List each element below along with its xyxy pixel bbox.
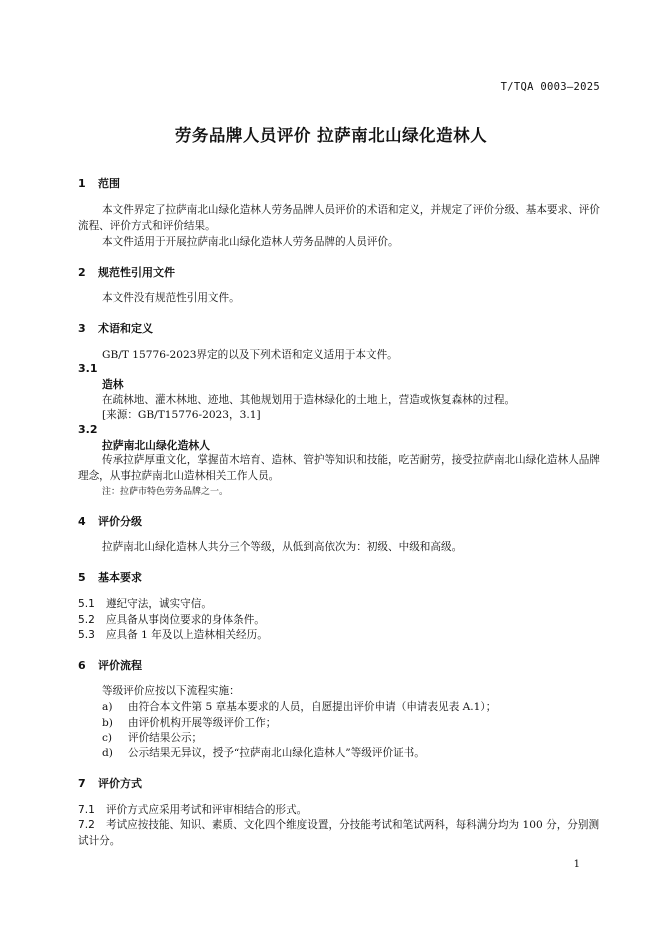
section-title: 评价流程 [98,659,142,672]
requirement-item [78,612,265,628]
term-3-2-definition: 传承拉萨厚重文化，掌握苗木培育、造林、管护等知识和技能，吃苦耐劳，接受拉萨南北山绿化造林人品牌理念，从事拉萨南北山造林相关工作人员。 [78,454,600,482]
requirement-text: 遵纪守法，诚实守信。 [106,598,212,610]
term-3-1-name: 造林 [102,378,124,391]
section-1-heading [78,175,120,191]
document-title: 劳务品牌人员评价 拉萨南北山绿化造林人 [174,126,488,145]
term-3-1-definition: 在疏林地、灌木林地、迹地、其他规划用于造林绿化的土地上，营造或恢复森林的过程。 [102,394,516,406]
scope-paragraph-2: 本文件适用于开展拉萨南北山绿化造林人劳务品牌的人员评价。 [102,236,399,248]
section-title: 评价方式 [98,777,142,790]
normative-references-paragraph: 本文件没有规范性引用文件。 [102,292,240,304]
requirement-item [78,627,268,643]
term-3-2-note: 注：拉萨市特色劳务品牌之一。 [102,487,229,497]
process-list-item [102,699,496,715]
list-text: 公示结果无异议，授予“拉萨南北山绿化造林人”等级评价证书。 [128,747,425,759]
list-text: 由评价机构开展等级评价工作； [128,717,277,729]
process-list-item [102,715,276,731]
section-title: 范围 [98,177,120,190]
term-3-1-number: 3.1 [78,362,98,375]
section-title: 基本要求 [98,571,142,584]
method-text: 考试应按技能、知识、素质、文化四个维度设置，分技能考试和笔试两科，每科满分均为 100 分，分别测试计分。 [78,819,600,847]
section-number: 7 [78,777,86,790]
section-number: 1 [78,177,86,190]
section-number: 6 [78,659,86,672]
process-list-item [102,730,202,746]
section-number: 5 [78,571,86,584]
section-7-heading [78,775,142,791]
list-label: c) [102,732,113,744]
standard-code: T/TQA 0003—2025 [500,81,600,93]
section-number: 4 [78,515,86,528]
terms-intro-paragraph: GB/T 15776-2023界定的以及下列术语和定义适用于本文件。 [102,349,398,361]
term-3-2-number: 3.2 [78,423,98,436]
list-label: d) [102,747,113,759]
process-intro: 等级评价应按以下流程实施： [102,685,240,697]
page-number: 1 [573,859,580,870]
term-3-1-source: [来源：GB/T15776-2023，3.1] [102,409,261,421]
scope-paragraph-1: 本文件界定了拉萨南北山绿化造林人劳务品牌人员评价的术语和定义，并规定了评价分级、基本要求、评价流程、评价方式和评价结果。 [78,204,600,232]
section-title: 评价分级 [98,515,142,528]
method-number: 7.1 [78,804,95,816]
list-label: b) [102,717,113,729]
section-5-heading [78,569,142,585]
method-item [78,817,602,849]
method-number: 7.2 [78,819,95,831]
section-6-heading [78,657,142,673]
requirement-number: 5.1 [78,598,95,610]
grading-paragraph: 拉萨南北山绿化造林人共分三个等级，从低到高依次为：初级、中级和高级。 [102,541,463,553]
requirement-number: 5.3 [78,629,95,641]
section-number: 2 [78,266,86,279]
section-title: 规范性引用文件 [98,266,175,279]
requirement-item [78,596,212,612]
requirement-number: 5.2 [78,614,95,626]
list-text: 评价结果公示； [128,732,203,744]
requirement-text: 应具备 1 年及以上造林相关经历。 [106,629,268,641]
list-label: a) [102,701,113,713]
method-text: 评价方式应采用考试和评审相结合的形式。 [106,804,308,816]
term-3-2-name: 拉萨南北山绿化造林人 [102,439,210,452]
process-list-item [102,745,425,761]
method-item [78,802,307,818]
section-4-heading [78,513,142,529]
section-3-heading [78,320,153,336]
requirement-text: 应具备从事岗位要求的身体条件。 [106,614,265,626]
section-number: 3 [78,322,86,335]
section-title: 术语和定义 [98,322,153,335]
section-2-heading [78,264,175,280]
list-text: 由符合本文件第 5 章基本要求的人员，自愿提出评价申请（申请表见表 A.1）； [128,701,497,713]
